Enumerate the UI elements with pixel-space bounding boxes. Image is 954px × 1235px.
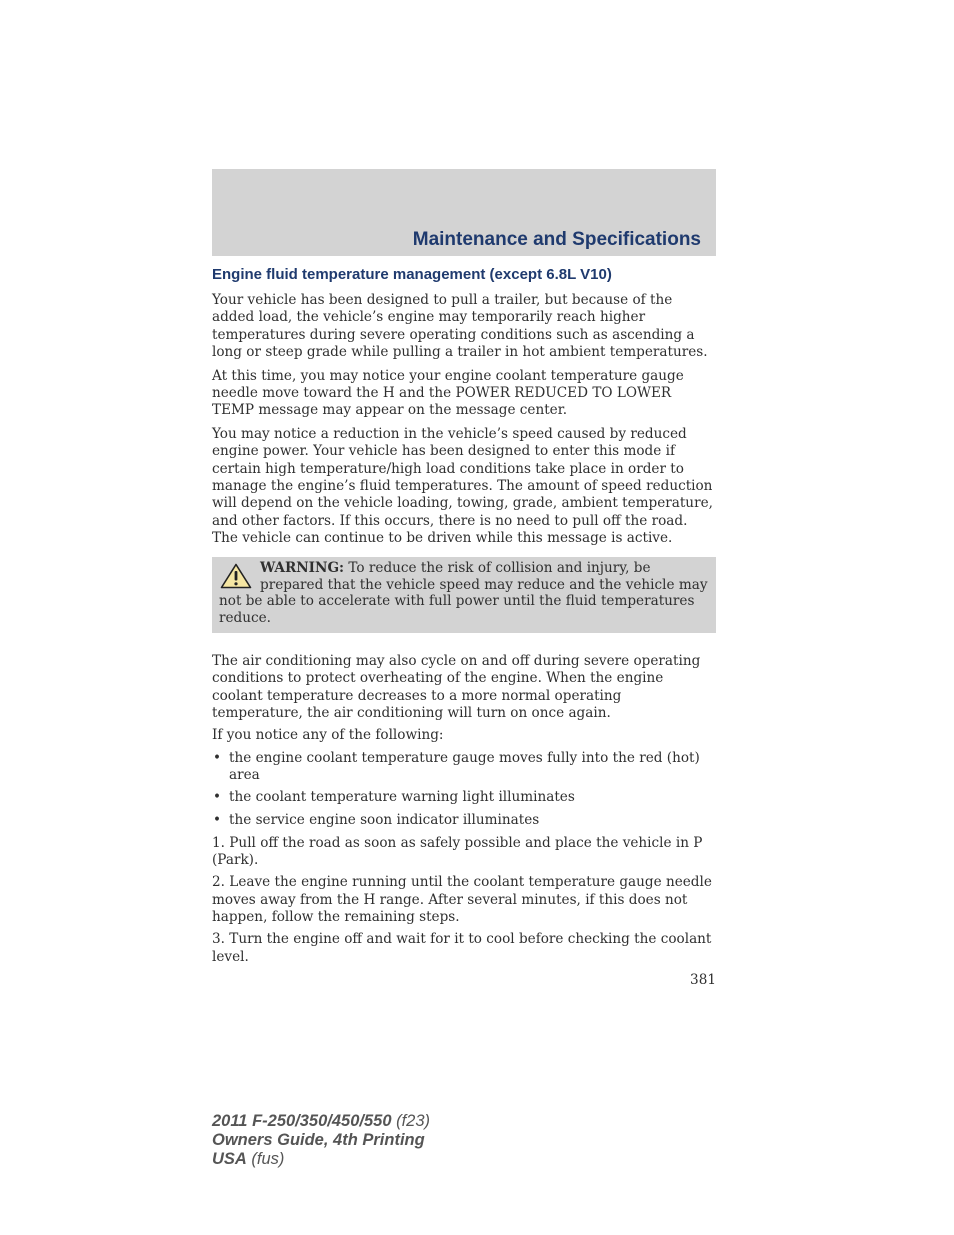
step: 3. Turn the engine off and wait for it to cool before checking the coolant level. <box>212 931 712 965</box>
bullet-icon: • <box>213 811 222 828</box>
section-heading: Engine fluid temperature management (except 6.8L V10) <box>212 266 612 283</box>
bullet-list <box>212 750 716 829</box>
list-item-text: the service engine soon indicator illuminates <box>229 811 540 828</box>
list-item <box>212 812 716 829</box>
list-item-text: the engine coolant temperature gauge moves fully into the red (hot) area <box>229 749 700 783</box>
step: 2. Leave the engine running until the coolant temperature gauge needle moves away from the H range. After several minutes, if this does not happen, follow the remaining steps. <box>212 874 712 926</box>
footer-line-guide: Owners Guide, 4th Printing <box>212 1131 425 1149</box>
warning-triangle-icon <box>220 563 252 589</box>
page-number-row <box>212 972 716 990</box>
page-title: Maintenance and Specifications <box>412 229 701 250</box>
paragraph: You may notice a reduction in the vehicle’s speed caused by reduced engine power. Your vehicle has been designed to enter this mode if certain high temperature/high load conditions take place in order to manage the engine’s fluid temperatures. The amount of speed reduction will depend on the vehicle loading, towing, grade, ambient temperature, and other factors. If this occurs, there is no need to pull off the road. The vehicle can continue to be driven while this message is active. <box>212 426 713 546</box>
footer-region-code: (fus) <box>246 1150 285 1168</box>
warning-text: To reduce the risk of collision and injury, be prepared that the vehicle speed may reduce and the vehicle may not be able to accelerate with full power until the fluid temperatures reduce. <box>219 560 708 626</box>
warning-label: WARNING: <box>260 560 345 577</box>
paragraph: At this time, you may notice your engine coolant temperature gauge needle move toward the H and the POWER REDUCED TO LOWER TEMP message may appear on the message center. <box>212 367 684 419</box>
paragraph: Your vehicle has been designed to pull a trailer, but because of the added load, the vehicle’s engine may temporarily reach higher temperatures during severe operating conditions such as ascending a long or steep grade while pulling a trailer in hot ambient temperatures. <box>212 292 708 360</box>
footer-model: 2011 F-250/350/450/550 <box>212 1112 392 1130</box>
list-item <box>212 789 716 806</box>
bullet-icon: • <box>213 789 222 806</box>
footer <box>212 1112 430 1169</box>
bullet-icon: • <box>213 749 222 766</box>
list-item-text: the coolant temperature warning light illuminates <box>229 789 575 806</box>
footer-line-region <box>212 1150 430 1169</box>
page-content <box>212 266 716 990</box>
paragraph: The air conditioning may also cycle on and off during severe operating conditions to protect overheating of the engine. When the engine coolant temperature decreases to a more normal operating temperature, the air conditioning will turn on once again. <box>212 653 701 722</box>
warning-box <box>212 557 716 633</box>
step: 1. Pull off the road as soon as safely possible and place the vehicle in P (Park). <box>212 834 703 869</box>
list-intro: If you notice any of the following: <box>212 727 444 744</box>
header-band <box>212 169 716 256</box>
footer-model-code: (f23) <box>391 1112 431 1130</box>
list-item <box>212 750 716 785</box>
page-number: 381 <box>690 972 716 989</box>
footer-region: USA <box>212 1150 247 1168</box>
footer-line-model <box>212 1112 430 1131</box>
